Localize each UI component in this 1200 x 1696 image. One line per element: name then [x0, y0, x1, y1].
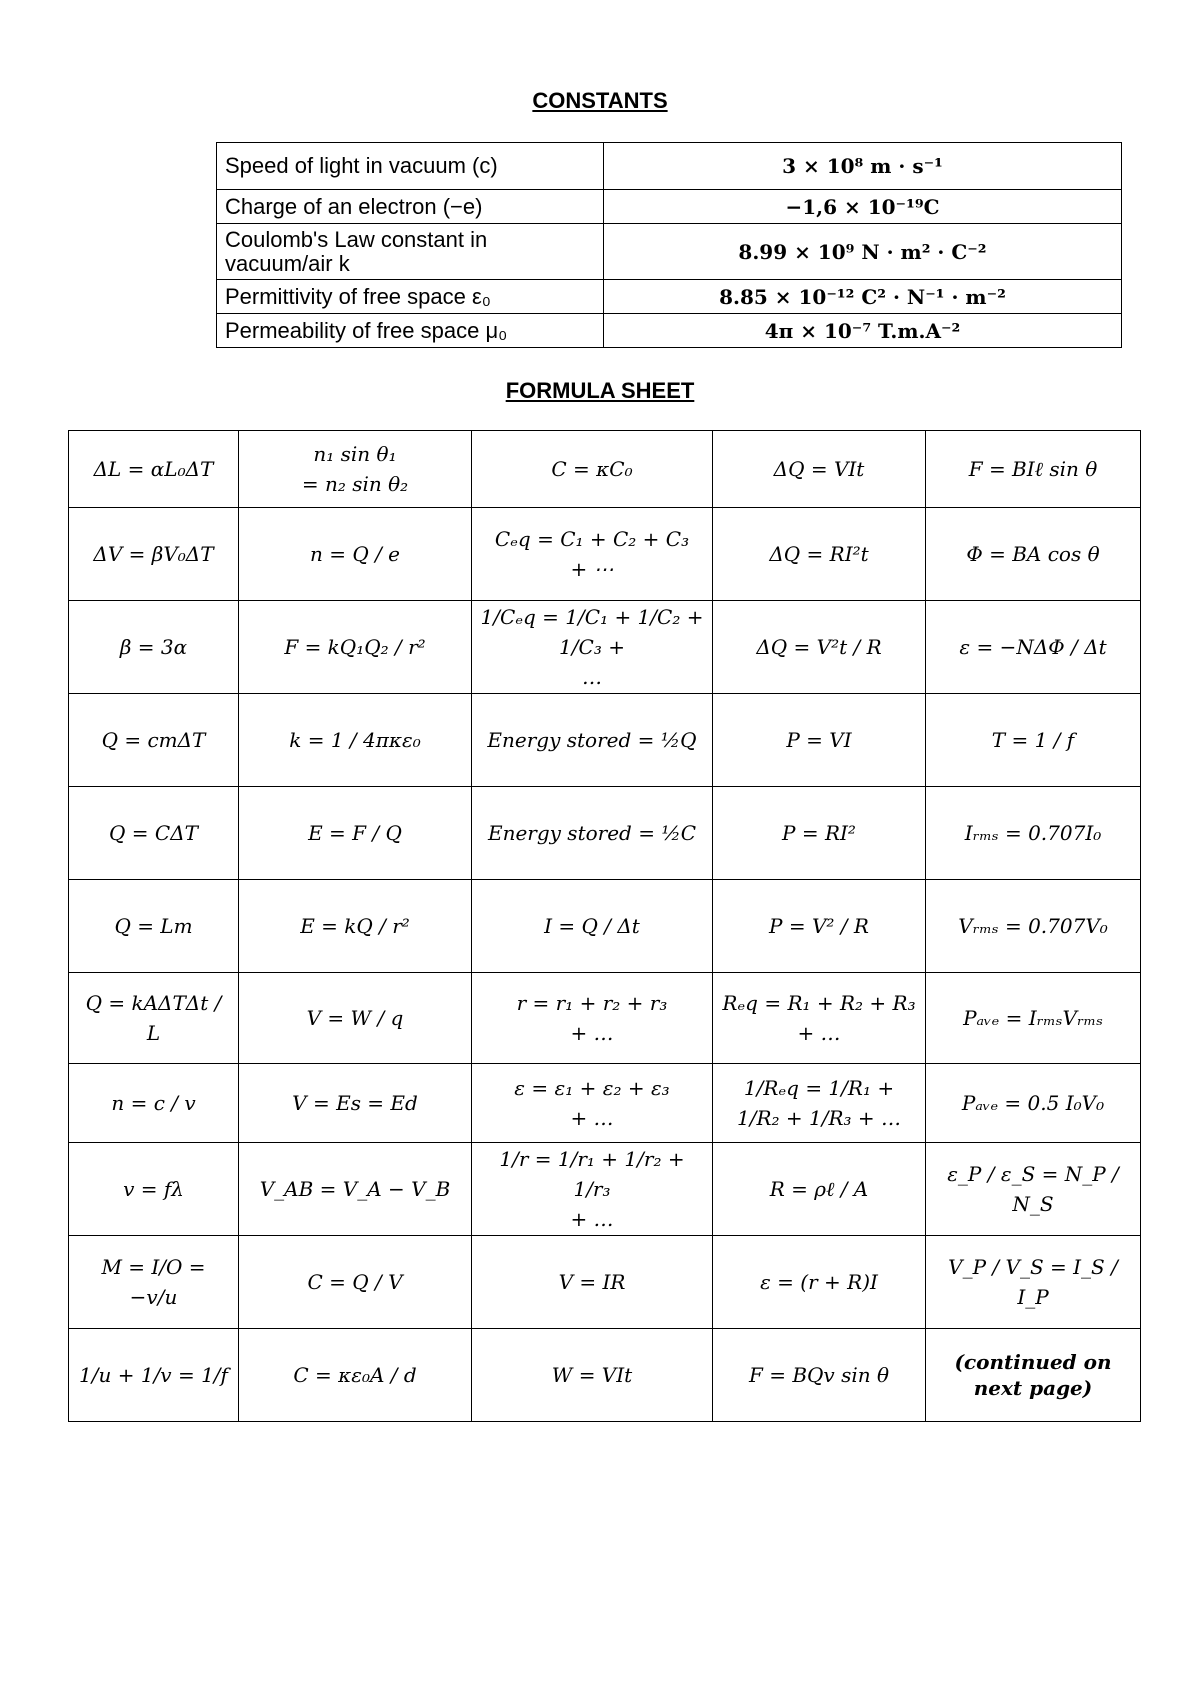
constant-value: 8.85 × 10⁻¹² C² · N⁻¹ · m⁻² [604, 280, 1122, 314]
formula-cell: E = F / Q [239, 787, 472, 880]
constant-row [217, 224, 1122, 280]
formula-cell: Q = kAΔTΔt / L [69, 973, 239, 1064]
formula-cell: ΔQ = RI²t [713, 508, 926, 601]
constant-name: Charge of an electron (−e) [217, 190, 604, 224]
formula-cell: Rₑq = R₁ + R₂ + R₃ + … [713, 973, 926, 1064]
formula-cell: Energy stored = ½Q [472, 694, 713, 787]
formula-cell: Iᵣₘₛ = 0.707I₀ [926, 787, 1141, 880]
formula-row [69, 1064, 1141, 1143]
formula-cell: 1/u + 1/v = 1/f [69, 1329, 239, 1422]
formula-cell: Q = cmΔT [69, 694, 239, 787]
formula-cell: ε = (r + R)I [713, 1236, 926, 1329]
formula-cell: P = RI² [713, 787, 926, 880]
formula-cell: Cₑq = C₁ + C₂ + C₃ + ⋯ [472, 508, 713, 601]
formula-cell: E = kQ / r² [239, 880, 472, 973]
formula-cell: k = 1 / 4πκε₀ [239, 694, 472, 787]
constant-row [217, 190, 1122, 224]
formula-row [69, 601, 1141, 694]
constant-value: 3 × 10⁸ m · s⁻¹ [604, 143, 1122, 190]
formula-cell: ΔL = αL₀ΔT [69, 431, 239, 508]
constant-value: −1,6 × 10⁻¹⁹C [604, 190, 1122, 224]
formula-cell: M = I/O = −v/u [69, 1236, 239, 1329]
formula-cell: Φ = BA cos θ [926, 508, 1141, 601]
formula-cell: ε_P / ε_S = N_P / N_S [926, 1143, 1141, 1236]
formula-cell: r = r₁ + r₂ + r₃ + … [472, 973, 713, 1064]
formula-cell: W = VIt [472, 1329, 713, 1422]
constant-name: Permittivity of free space ε₀ [217, 280, 604, 314]
formula-cell: C = κC₀ [472, 431, 713, 508]
constant-row [217, 143, 1122, 190]
constants-table [216, 142, 1122, 348]
formula-row [69, 973, 1141, 1064]
formula-row [69, 880, 1141, 973]
constant-name: Permeability of free space μ₀ [217, 314, 604, 348]
formula-cell: F = BIℓ sin θ [926, 431, 1141, 508]
formula-title: FORMULA SHEET [505, 378, 695, 403]
formula-row [69, 431, 1141, 508]
formula-row [69, 1143, 1141, 1236]
formula-cell: C = κε₀A / d [239, 1329, 472, 1422]
formula-cell: Q = Lm [69, 880, 239, 973]
formula-cell: V_P / V_S = I_S / I_P [926, 1236, 1141, 1329]
formula-cell: n = c / v [69, 1064, 239, 1143]
formula-cell: P = VI [713, 694, 926, 787]
formula-cell: v = fλ [69, 1143, 239, 1236]
formula-cell: Q = CΔT [69, 787, 239, 880]
formula-cell: V = W / q [239, 973, 472, 1064]
formula-cell: 1/Cₑq = 1/C₁ + 1/C₂ + 1/C₃ + … [472, 601, 713, 694]
formula-cell: Vᵣₘₛ = 0.707V₀ [926, 880, 1141, 973]
formula-row [69, 787, 1141, 880]
formula-cell: V_AB = V_A − V_B [239, 1143, 472, 1236]
formula-cell: V = Es = Ed [239, 1064, 472, 1143]
formula-cell: ΔQ = VIt [713, 431, 926, 508]
formula-cell: 1/r = 1/r₁ + 1/r₂ + 1/r₃ + … [472, 1143, 713, 1236]
constant-value: 8.99 × 10⁹ N · m² · C⁻² [604, 224, 1122, 280]
formula-cell: Pₐᵥₑ = IᵣₘₛVᵣₘₛ [926, 973, 1141, 1064]
formula-cell: n₁ sin θ₁ = n₂ sin θ₂ [239, 431, 472, 508]
constants-title: CONSTANTS [532, 88, 668, 113]
formula-cell: 1/Rₑq = 1/R₁ + 1/R₂ + 1/R₃ + … [713, 1064, 926, 1143]
constant-row [217, 280, 1122, 314]
formula-cell: I = Q / Δt [472, 880, 713, 973]
formula-table [68, 430, 1141, 1422]
formula-cell: β = 3α [69, 601, 239, 694]
formula-row [69, 694, 1141, 787]
formula-cell: Pₐᵥₑ = 0.5 I₀V₀ [926, 1064, 1141, 1143]
formula-cell: ε = ε₁ + ε₂ + ε₃ + … [472, 1064, 713, 1143]
formula-cell: ΔQ = V²t / R [713, 601, 926, 694]
formula-cell: F = kQ₁Q₂ / r² [239, 601, 472, 694]
formula-cell: C = Q / V [239, 1236, 472, 1329]
formula-cell: F = BQv sin θ [713, 1329, 926, 1422]
formula-cell: (continued on next page) [926, 1329, 1141, 1422]
constant-row [217, 314, 1122, 348]
constant-name: Speed of light in vacuum (c) [217, 143, 604, 190]
formula-cell: ΔV = βV₀ΔT [69, 508, 239, 601]
constant-value: 4π × 10⁻⁷ T.m.A⁻² [604, 314, 1122, 348]
formula-cell: T = 1 / f [926, 694, 1141, 787]
formula-cell: ε = −NΔΦ / Δt [926, 601, 1141, 694]
formula-cell: n = Q / e [239, 508, 472, 601]
formula-row [69, 508, 1141, 601]
formula-cell: P = V² / R [713, 880, 926, 973]
formula-row [69, 1236, 1141, 1329]
formula-cell: V = IR [472, 1236, 713, 1329]
formula-cell: R = ρℓ / A [713, 1143, 926, 1236]
formula-row [69, 1329, 1141, 1422]
formula-cell: Energy stored = ½C [472, 787, 713, 880]
constant-name: Coulomb's Law constant in vacuum/air k [217, 224, 604, 280]
